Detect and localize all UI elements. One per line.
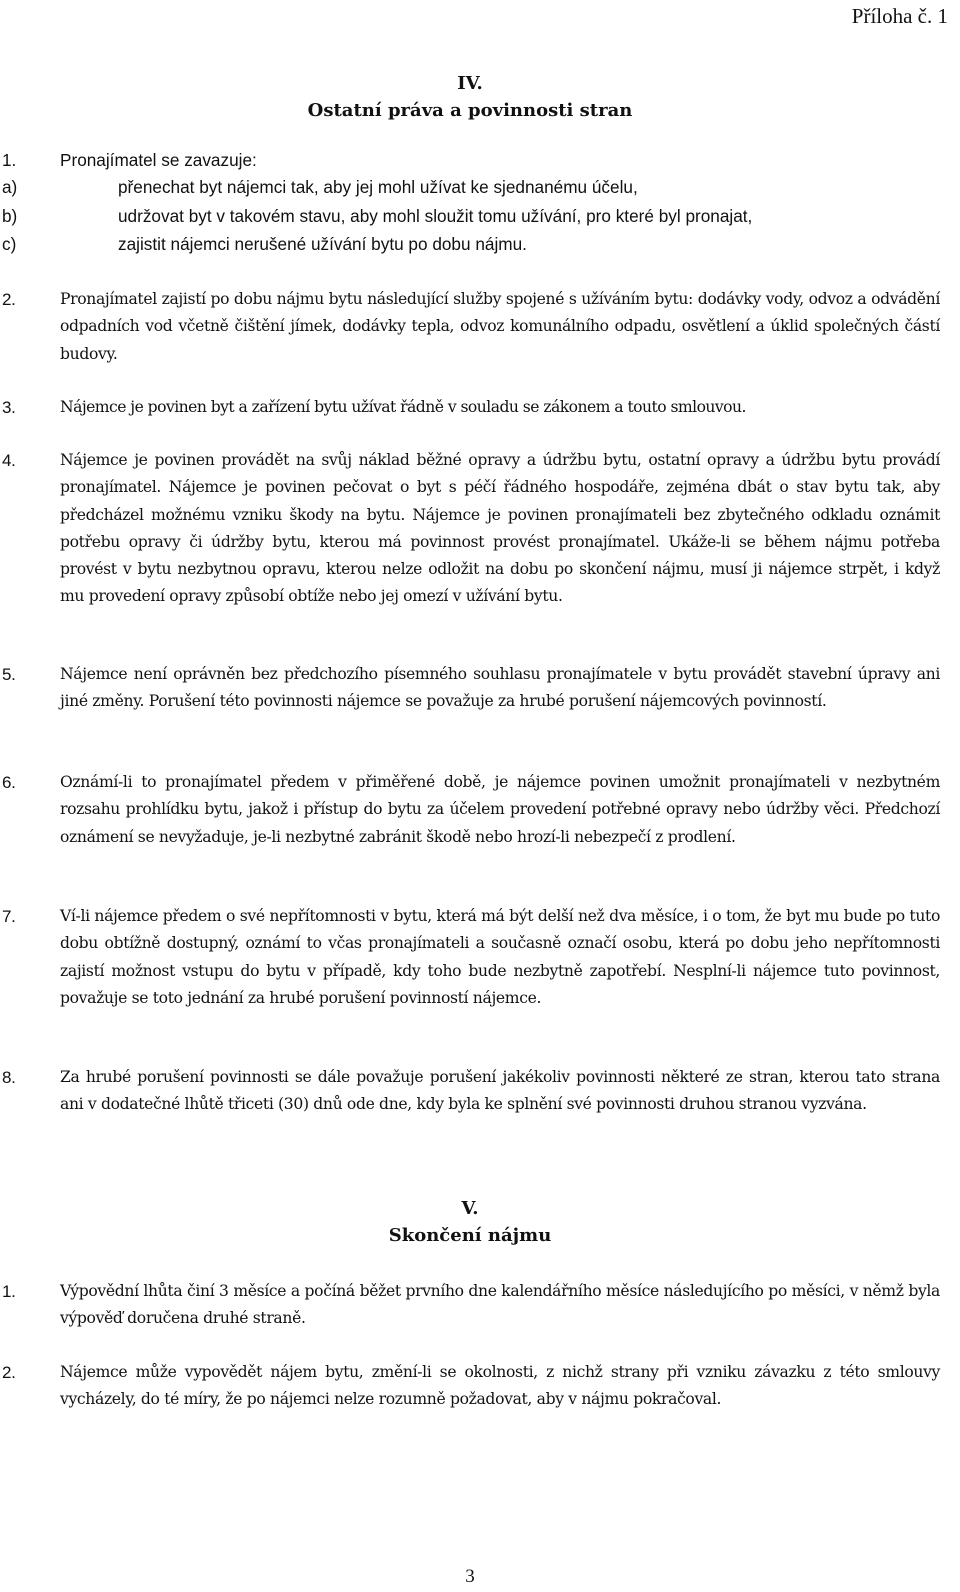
clause-4-1: [0, 147, 940, 174]
clause-5-2: [0, 1359, 940, 1414]
clause-text: Nájemce není oprávněn bez předchozího písemného souhlasu pronajímatele v bytu provádět stavební úpravy ani jiné změny. Porušení této povinnosti nájemce se považuje za hrubé porušení nájemcových povinností.: [60, 665, 940, 711]
section-5-title: Skončení nájmu: [388, 1225, 552, 1246]
clause-number: 2.: [2, 1363, 16, 1382]
clause-number: 1.: [2, 1282, 16, 1301]
sub-item-b: [0, 203, 940, 230]
page-number: 3: [465, 1566, 475, 1587]
annex-label: Příloha č. 1: [851, 4, 948, 28]
clause-4-2: [0, 286, 940, 368]
sub-item-c: [0, 231, 940, 258]
section-4-title: Ostatní práva a povinnosti stran: [307, 100, 633, 121]
clause-4-8: [0, 1064, 940, 1119]
clause-number: 2.: [2, 290, 16, 309]
clause-number: 8.: [2, 1068, 16, 1087]
clause-text: Za hrubé porušení povinnosti se dále považuje porušení jakékoliv povinnosti některé ze stran, kterou tato strana ani v dodatečné lhůtě třiceti (30) dnů ode dne, kdy byla ke splnění své povinnosti druhou stranou vyzvána.: [60, 1068, 940, 1114]
clause-4-4: [0, 447, 940, 611]
clause-text: Nájemce je povinen byt a zařízení bytu užívat řádně v souladu se zákonem a touto smlouvou.: [60, 398, 746, 416]
clause-number: 3.: [2, 398, 16, 417]
sub-item-label: c): [2, 234, 17, 254]
clause-lead: Pronajímatel se zavazuje:: [60, 150, 257, 170]
clause-4-3: [0, 394, 940, 421]
clause-number: 1.: [2, 150, 17, 170]
clause-text: Oznámí-li to pronajímatel předem v přiměřené době, je nájemce povinen umožnit pronajímateli v nezbytném rozsahu prohlídku bytu, jakož i přístup do bytu za účelem provedení potřebné opravy nebo údržby věci. Předchozí oznámení se nevyžaduje, je-li nezbytné zabránit škodě nebo hrozí-li nebezpečí z prodlení.: [60, 773, 940, 846]
clause-number: 4.: [2, 451, 16, 470]
sub-item-text: udržovat byt v takovém stavu, aby mohl sloužit tomu užívání, pro které byl pronajat,: [118, 206, 753, 226]
clause-5-1: [0, 1278, 940, 1333]
clause-text: Ví-li nájemce předem o své nepřítomnosti v bytu, která má být delší než dva měsíce, i o tom, že byt mu bude po tuto dobu obtížně dostupný, oznámí to včas pronajímateli a současně označí osobu, která po dobu jeho nepřítomnosti zajistí možnost vstupu do bytu v případě, kdy toho bude nezbytně zapotřebí. Nesplní-li nájemce tuto povinnost, považuje se toto jednání za hrubé porušení povinností nájemce.: [60, 907, 940, 1007]
sub-item-label: a): [2, 177, 18, 197]
section-5-number: V.: [461, 1198, 479, 1219]
section-4-number: IV.: [457, 73, 483, 94]
clause-4-5: [0, 661, 940, 716]
clause-number: 5.: [2, 665, 16, 684]
clause-number: 7.: [2, 907, 16, 926]
clause-4-7: [0, 903, 940, 1012]
sub-item-text: přenechat byt nájemci tak, aby jej mohl užívat ke sjednanému účelu,: [118, 177, 638, 197]
sub-item-label: b): [2, 206, 18, 226]
clause-text: Nájemce může vypovědět nájem bytu, změní-li se okolnosti, z nichž strany při vzniku závazku z této smlouvy vycházely, do té míry, že po nájemci nelze rozumně požadovat, aby v nájmu pokračoval.: [60, 1363, 940, 1409]
clause-text: Nájemce je povinen provádět na svůj náklad běžné opravy a údržbu bytu, ostatní opravy a údržbu bytu provádí pronajímatel. Nájemce je povinen pečovat o byt s péčí řádného hospodáře, zejména dbát o stav bytu tak, aby předcházel možnému vzniku škody na bytu. Nájemce je povinen pronajímateli bez zbytečného odkladu oznámit potřebu opravy či údržby bytu, kterou má povinnost provést pronajímatel. Ukáže-li se během nájmu potřeba provést v bytu nezbytnou opravu, kterou nelze odložit na dobu po skončení nájmu, musí ji nájemce strpět, i když mu provedení opravy způsobí obtíže nebo jej omezí v užívání bytu.: [60, 451, 940, 606]
clause-text: Pronajímatel zajistí po dobu nájmu bytu následující služby spojené s užíváním bytu: dodávky vody, odvoz a odvádění odpadních vod včetně čištění jímek, dodávky tepla, odvoz komunálního odpadu, osvětlení a úklid společných částí budovy.: [60, 290, 940, 363]
clause-text: Výpovědní lhůta činí 3 měsíce a počíná běžet prvního dne kalendářního měsíce následujícího po měsíci, v němž byla výpověď doručena druhé straně.: [60, 1282, 940, 1328]
sub-item-text: zajistit nájemci nerušené užívání bytu po dobu nájmu.: [118, 234, 527, 254]
sub-item-a: [0, 174, 940, 201]
clause-4-6: [0, 769, 940, 851]
clause-number: 6.: [2, 773, 16, 792]
